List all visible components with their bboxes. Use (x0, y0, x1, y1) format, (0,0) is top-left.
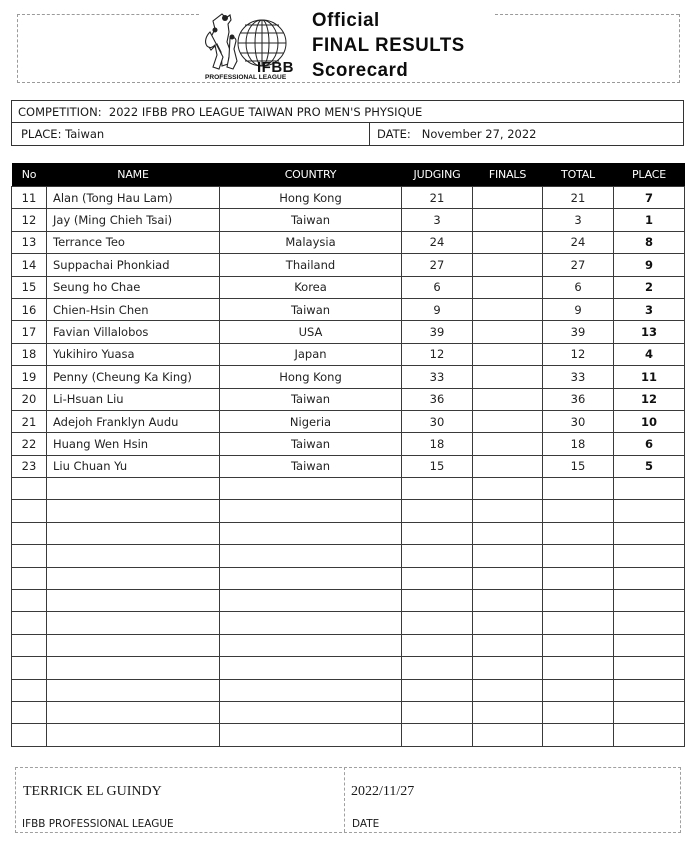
cell-name: Jay (Ming Chieh Tsai) (47, 209, 220, 231)
table-row (12, 410, 685, 432)
cell-place: 1 (614, 209, 685, 231)
column-header-place: PLACE (614, 163, 685, 187)
empty-cell-place (614, 634, 685, 656)
competition-info-box (11, 100, 684, 146)
cell-place: 2 (614, 276, 685, 298)
cell-country: Taiwan (220, 388, 402, 410)
cell-total: 24 (543, 231, 614, 253)
column-header-finals: FINALS (473, 163, 543, 187)
empty-cell-no (12, 701, 47, 723)
table-row (12, 276, 685, 298)
empty-cell-judging (402, 567, 473, 589)
header-border-left (17, 14, 199, 15)
empty-cell-judging (402, 724, 473, 746)
empty-cell-total (543, 567, 614, 589)
empty-cell-place (614, 701, 685, 723)
table-row (12, 209, 685, 231)
cell-total: 21 (543, 187, 614, 209)
results-table (11, 163, 685, 747)
empty-table-row (12, 679, 685, 701)
empty-cell-judging (402, 612, 473, 634)
cell-country: Thailand (220, 254, 402, 276)
logo-text-ifbb: IFBB (257, 59, 294, 76)
empty-cell-name (47, 500, 220, 522)
empty-cell-finals (473, 634, 543, 656)
date-value: November 27, 2022 (421, 127, 537, 141)
cell-name: Favian Villalobos (47, 321, 220, 343)
empty-cell-finals (473, 657, 543, 679)
cell-finals (473, 254, 543, 276)
logo-text-professional-league: PROFESSIONAL LEAGUE (205, 74, 287, 81)
empty-table-row (12, 701, 685, 723)
empty-cell-judging (402, 634, 473, 656)
cell-country: Korea (220, 276, 402, 298)
empty-cell-judging (402, 500, 473, 522)
table-header-row (12, 163, 685, 187)
column-header-no: No (12, 163, 47, 187)
header-border-right (495, 14, 679, 15)
title-scorecard: Scorecard (312, 60, 409, 81)
cell-total: 36 (543, 388, 614, 410)
empty-table-row (12, 567, 685, 589)
empty-cell-place (614, 657, 685, 679)
empty-cell-finals (473, 679, 543, 701)
empty-cell-no (12, 522, 47, 544)
empty-cell-total (543, 500, 614, 522)
cell-name: Yukihiro Yuasa (47, 343, 220, 365)
cell-place: 10 (614, 410, 685, 432)
cell-total: 3 (543, 209, 614, 231)
date-label: DATE: (377, 127, 411, 141)
empty-cell-finals (473, 567, 543, 589)
empty-cell-finals (473, 701, 543, 723)
empty-cell-total (543, 724, 614, 746)
signatory-name: TERRICK EL GUINDY (23, 784, 162, 799)
empty-cell-country (220, 612, 402, 634)
cell-judging: 9 (402, 298, 473, 320)
empty-cell-place (614, 478, 685, 500)
cell-total: 18 (543, 433, 614, 455)
cell-place: 5 (614, 455, 685, 477)
cell-total: 30 (543, 410, 614, 432)
place-label: PLACE: (21, 127, 62, 141)
cell-judging: 33 (402, 366, 473, 388)
cell-finals (473, 455, 543, 477)
empty-table-row (12, 545, 685, 567)
cell-judging: 3 (402, 209, 473, 231)
empty-cell-finals (473, 478, 543, 500)
empty-cell-finals (473, 522, 543, 544)
competition-field (18, 105, 422, 119)
cell-place: 4 (614, 343, 685, 365)
empty-cell-judging (402, 657, 473, 679)
empty-cell-place (614, 724, 685, 746)
signature-divider (344, 767, 345, 832)
empty-cell-total (543, 701, 614, 723)
cell-finals (473, 231, 543, 253)
cell-no: 13 (12, 231, 47, 253)
cell-judging: 24 (402, 231, 473, 253)
cell-finals (473, 343, 543, 365)
cell-total: 12 (543, 343, 614, 365)
cell-judging: 30 (402, 410, 473, 432)
empty-cell-name (47, 724, 220, 746)
cell-place: 12 (614, 388, 685, 410)
cell-place: 7 (614, 187, 685, 209)
empty-cell-no (12, 679, 47, 701)
empty-cell-name (47, 590, 220, 612)
signature-date-value: 2022/11/27 (351, 784, 415, 799)
signature-date-label: DATE (352, 817, 380, 830)
cell-judging: 27 (402, 254, 473, 276)
empty-cell-total (543, 679, 614, 701)
table-row (12, 455, 685, 477)
info-divider (369, 123, 370, 145)
cell-no: 14 (12, 254, 47, 276)
empty-table-row (12, 612, 685, 634)
cell-total: 6 (543, 276, 614, 298)
empty-cell-name (47, 701, 220, 723)
cell-name: Seung ho Chae (47, 276, 220, 298)
cell-finals (473, 276, 543, 298)
cell-name: Huang Wen Hsin (47, 433, 220, 455)
cell-judging: 12 (402, 343, 473, 365)
cell-country: Taiwan (220, 455, 402, 477)
cell-country: Japan (220, 343, 402, 365)
cell-finals (473, 388, 543, 410)
cell-judging: 6 (402, 276, 473, 298)
cell-no: 16 (12, 298, 47, 320)
empty-cell-name (47, 634, 220, 656)
cell-finals (473, 209, 543, 231)
empty-table-row (12, 500, 685, 522)
empty-cell-name (47, 478, 220, 500)
empty-cell-country (220, 478, 402, 500)
cell-no: 17 (12, 321, 47, 343)
empty-cell-country (220, 679, 402, 701)
empty-cell-total (543, 545, 614, 567)
table-row (12, 187, 685, 209)
empty-cell-place (614, 567, 685, 589)
table-row (12, 366, 685, 388)
cell-country: USA (220, 321, 402, 343)
cell-name: Liu Chuan Yu (47, 455, 220, 477)
empty-cell-country (220, 590, 402, 612)
table-row (12, 388, 685, 410)
empty-cell-total (543, 657, 614, 679)
cell-judging: 21 (402, 187, 473, 209)
empty-cell-no (12, 545, 47, 567)
empty-cell-country (220, 522, 402, 544)
cell-finals (473, 410, 543, 432)
empty-table-row (12, 724, 685, 746)
cell-country: Nigeria (220, 410, 402, 432)
cell-total: 27 (543, 254, 614, 276)
cell-finals (473, 433, 543, 455)
empty-table-row (12, 478, 685, 500)
empty-cell-country (220, 724, 402, 746)
empty-cell-total (543, 634, 614, 656)
cell-name: Li-Hsuan Liu (47, 388, 220, 410)
empty-cell-place (614, 612, 685, 634)
cell-finals (473, 321, 543, 343)
cell-name: Alan (Tong Hau Lam) (47, 187, 220, 209)
competition-value: 2022 IFBB PRO LEAGUE TAIWAN PRO MEN'S PHYSIQUE (108, 105, 423, 119)
empty-cell-judging (402, 478, 473, 500)
title-official: Official (312, 10, 380, 31)
table-row (12, 298, 685, 320)
cell-finals (473, 366, 543, 388)
title-final-results: FINAL RESULTS (312, 35, 465, 56)
empty-table-row (12, 634, 685, 656)
cell-country: Taiwan (220, 298, 402, 320)
signatory-organization: IFBB PROFESSIONAL LEAGUE (22, 817, 174, 830)
empty-cell-place (614, 500, 685, 522)
place-value: Taiwan (65, 127, 105, 141)
cell-no: 19 (12, 366, 47, 388)
cell-place: 6 (614, 433, 685, 455)
cell-place: 3 (614, 298, 685, 320)
empty-cell-name (47, 612, 220, 634)
cell-country: Hong Kong (220, 187, 402, 209)
place-field (21, 127, 104, 141)
empty-cell-country (220, 701, 402, 723)
cell-judging: 15 (402, 455, 473, 477)
date-field (377, 127, 536, 141)
empty-cell-no (12, 724, 47, 746)
empty-cell-place (614, 590, 685, 612)
empty-cell-finals (473, 545, 543, 567)
empty-cell-judging (402, 545, 473, 567)
column-header-judging: JUDGING (402, 163, 473, 187)
cell-name: Terrance Teo (47, 231, 220, 253)
empty-cell-place (614, 679, 685, 701)
cell-country: Malaysia (220, 231, 402, 253)
empty-cell-place (614, 545, 685, 567)
empty-cell-judging (402, 701, 473, 723)
empty-cell-finals (473, 724, 543, 746)
table-row (12, 231, 685, 253)
cell-no: 15 (12, 276, 47, 298)
cell-no: 12 (12, 209, 47, 231)
cell-total: 39 (543, 321, 614, 343)
empty-cell-name (47, 545, 220, 567)
empty-cell-no (12, 612, 47, 634)
empty-cell-name (47, 679, 220, 701)
cell-judging: 18 (402, 433, 473, 455)
cell-total: 33 (543, 366, 614, 388)
empty-cell-judging (402, 522, 473, 544)
empty-cell-finals (473, 500, 543, 522)
cell-place: 8 (614, 231, 685, 253)
empty-cell-country (220, 500, 402, 522)
cell-no: 11 (12, 187, 47, 209)
empty-cell-no (12, 590, 47, 612)
empty-cell-country (220, 567, 402, 589)
empty-cell-name (47, 567, 220, 589)
cell-finals (473, 298, 543, 320)
cell-no: 18 (12, 343, 47, 365)
empty-cell-country (220, 657, 402, 679)
cell-no: 23 (12, 455, 47, 477)
empty-table-row (12, 590, 685, 612)
empty-cell-finals (473, 612, 543, 634)
empty-cell-no (12, 567, 47, 589)
cell-country: Taiwan (220, 209, 402, 231)
empty-cell-name (47, 522, 220, 544)
cell-total: 15 (543, 455, 614, 477)
empty-cell-total (543, 478, 614, 500)
cell-total: 9 (543, 298, 614, 320)
cell-place: 13 (614, 321, 685, 343)
cell-place: 9 (614, 254, 685, 276)
cell-name: Penny (Cheung Ka King) (47, 366, 220, 388)
empty-cell-no (12, 478, 47, 500)
empty-cell-total (543, 612, 614, 634)
empty-cell-finals (473, 590, 543, 612)
empty-cell-place (614, 522, 685, 544)
empty-table-row (12, 522, 685, 544)
empty-cell-country (220, 634, 402, 656)
empty-cell-no (12, 500, 47, 522)
empty-table-row (12, 657, 685, 679)
empty-cell-no (12, 634, 47, 656)
empty-cell-total (543, 522, 614, 544)
cell-name: Suppachai Phonkiad (47, 254, 220, 276)
cell-name: Adejoh Franklyn Audu (47, 410, 220, 432)
empty-cell-name (47, 657, 220, 679)
column-header-country: COUNTRY (220, 163, 402, 187)
competition-label: COMPETITION: (18, 105, 102, 119)
empty-cell-no (12, 657, 47, 679)
cell-no: 21 (12, 410, 47, 432)
empty-cell-country (220, 545, 402, 567)
column-header-total: TOTAL (543, 163, 614, 187)
cell-country: Taiwan (220, 433, 402, 455)
table-row (12, 433, 685, 455)
cell-judging: 36 (402, 388, 473, 410)
table-row (12, 343, 685, 365)
cell-country: Hong Kong (220, 366, 402, 388)
cell-place: 11 (614, 366, 685, 388)
cell-name: Chien-Hsin Chen (47, 298, 220, 320)
cell-no: 22 (12, 433, 47, 455)
empty-cell-judging (402, 679, 473, 701)
cell-no: 20 (12, 388, 47, 410)
empty-cell-judging (402, 590, 473, 612)
cell-finals (473, 187, 543, 209)
empty-cell-total (543, 590, 614, 612)
table-row (12, 321, 685, 343)
column-header-name: NAME (47, 163, 220, 187)
cell-judging: 39 (402, 321, 473, 343)
table-row (12, 254, 685, 276)
